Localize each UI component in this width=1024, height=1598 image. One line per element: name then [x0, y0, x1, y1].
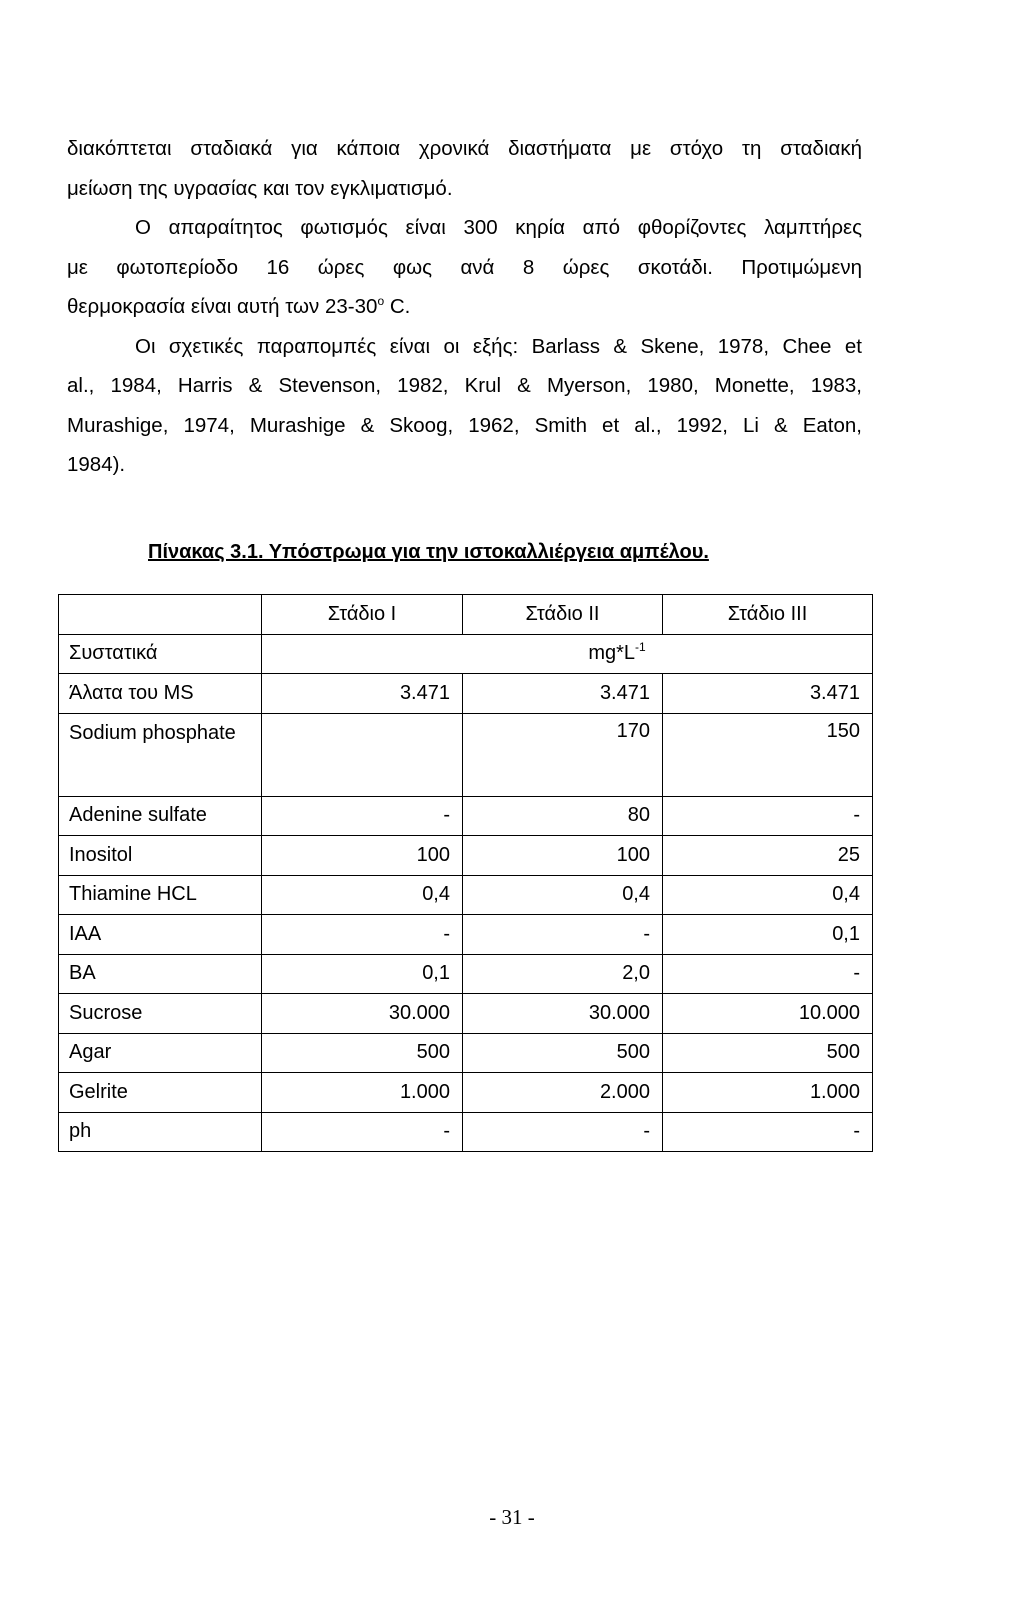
stage-value: - — [262, 796, 463, 836]
stage-value: 3.471 — [262, 674, 463, 714]
stage-value: 25 — [663, 836, 873, 876]
stage-value: - — [663, 954, 873, 994]
component-name: Άλατα του MS — [59, 674, 262, 714]
table-row — [59, 674, 873, 714]
stage-value: 2.000 — [463, 1073, 663, 1113]
table-caption: Πίνακας 3.1. Υπόστρωμα για την ιστοκαλλιέργεια αμπέλου. — [148, 541, 709, 563]
table-row — [59, 875, 873, 915]
stage-value: 2,0 — [463, 954, 663, 994]
component-name: Adenine sulfate — [59, 796, 262, 836]
stage-value: 100 — [262, 836, 463, 876]
unit-label: mg*L — [588, 642, 636, 665]
component-name: IAA — [59, 915, 262, 955]
table-unit-row — [59, 634, 873, 674]
empty-header-cell — [59, 595, 262, 635]
table-row — [59, 836, 873, 876]
table-row — [59, 1112, 873, 1152]
table-body — [59, 674, 873, 1152]
unit-exponent: -1 — [635, 640, 646, 655]
text-line: al., 1984, Harris & Stevenson, 1982, Krul & Myerson, 1980, Monette, 1983, — [67, 374, 862, 397]
stage-value: 0,4 — [262, 875, 463, 915]
temperature-unit: C. — [384, 295, 411, 318]
temperature-line — [67, 287, 862, 327]
stage-value: - — [663, 796, 873, 836]
text-line: μείωση της υγρασίας και τον εγκλιματισμό. — [67, 176, 453, 200]
stage-value: 500 — [663, 1033, 873, 1073]
stage-value: 0,1 — [663, 915, 873, 955]
stage-header: Στάδιο ΙΙ — [463, 595, 663, 635]
table-row — [59, 994, 873, 1034]
component-name: Thiamine HCL — [59, 875, 262, 915]
stage-header: Στάδιο ΙΙΙ — [663, 595, 873, 635]
body-text — [67, 129, 862, 485]
stage-value: - — [262, 915, 463, 955]
table-row — [59, 796, 873, 836]
component-name: Agar — [59, 1033, 262, 1073]
stage-value: 0,4 — [663, 875, 873, 915]
table-row — [59, 915, 873, 955]
stage-value: - — [663, 1112, 873, 1152]
stage-value: 10.000 — [663, 994, 873, 1034]
stage-value: 0,4 — [463, 875, 663, 915]
stage-value: 3.471 — [463, 674, 663, 714]
temperature-text: θερμοκρασία είναι αυτή των 23-30 — [67, 295, 378, 318]
stage-header: Στάδιο Ι — [262, 595, 463, 635]
table-row — [59, 954, 873, 994]
stage-value: 1.000 — [262, 1073, 463, 1113]
stage-value: 0,1 — [262, 954, 463, 994]
stage-value: 150 — [663, 713, 873, 796]
page-number: - 31 - — [489, 1505, 535, 1529]
stage-value: 30.000 — [463, 994, 663, 1034]
stage-value: 3.471 — [663, 674, 873, 714]
stage-value — [262, 713, 463, 796]
component-name: Inositol — [59, 836, 262, 876]
culture-medium-table — [58, 594, 873, 1152]
component-name: Sucrose — [59, 994, 262, 1034]
degree-superscript: ο — [377, 294, 385, 308]
text-line: Οι σχετικές παραπομπές είναι οι εξής: Barlass & Skene, 1978, Chee et — [135, 334, 862, 358]
text-line: με φωτοπερίοδο 16 ώρες φως ανά 8 ώρες σκοτάδι. Προτιμώμενη — [67, 255, 862, 279]
table-row — [59, 713, 873, 796]
text-line: διακόπτεται σταδιακά για κάποια χρονικά διαστήματα με στόχο τη σταδιακή — [67, 137, 862, 160]
stage-value: 1.000 — [663, 1073, 873, 1113]
stage-value: 500 — [463, 1033, 663, 1073]
text-line: 1984). — [67, 453, 126, 476]
table-row — [59, 1073, 873, 1113]
stage-value: - — [463, 1112, 663, 1152]
stage-value: - — [262, 1112, 463, 1152]
unit-cell — [262, 634, 873, 674]
stage-value: 500 — [262, 1033, 463, 1073]
component-name: Sodium phosphate — [59, 713, 262, 796]
component-label: Συστατικά — [59, 634, 262, 674]
stage-value: 30.000 — [262, 994, 463, 1034]
stage-value: - — [463, 915, 663, 955]
stage-value: 170 — [463, 713, 663, 796]
text-line: Murashige, 1974, Murashige & Skoog, 1962, Smith et al., 1992, Li & Eaton, — [67, 413, 862, 437]
component-name: ph — [59, 1112, 262, 1152]
component-name: Gelrite — [59, 1073, 262, 1113]
table-header-row — [59, 595, 873, 635]
stage-value: 80 — [463, 796, 663, 836]
component-name: BA — [59, 954, 262, 994]
stage-value: 100 — [463, 836, 663, 876]
text-line: Ο απαραίτητος φωτισμός είναι 300 κηρία από φθορίζοντες λαμπτήρες — [135, 216, 862, 239]
table-row — [59, 1033, 873, 1073]
